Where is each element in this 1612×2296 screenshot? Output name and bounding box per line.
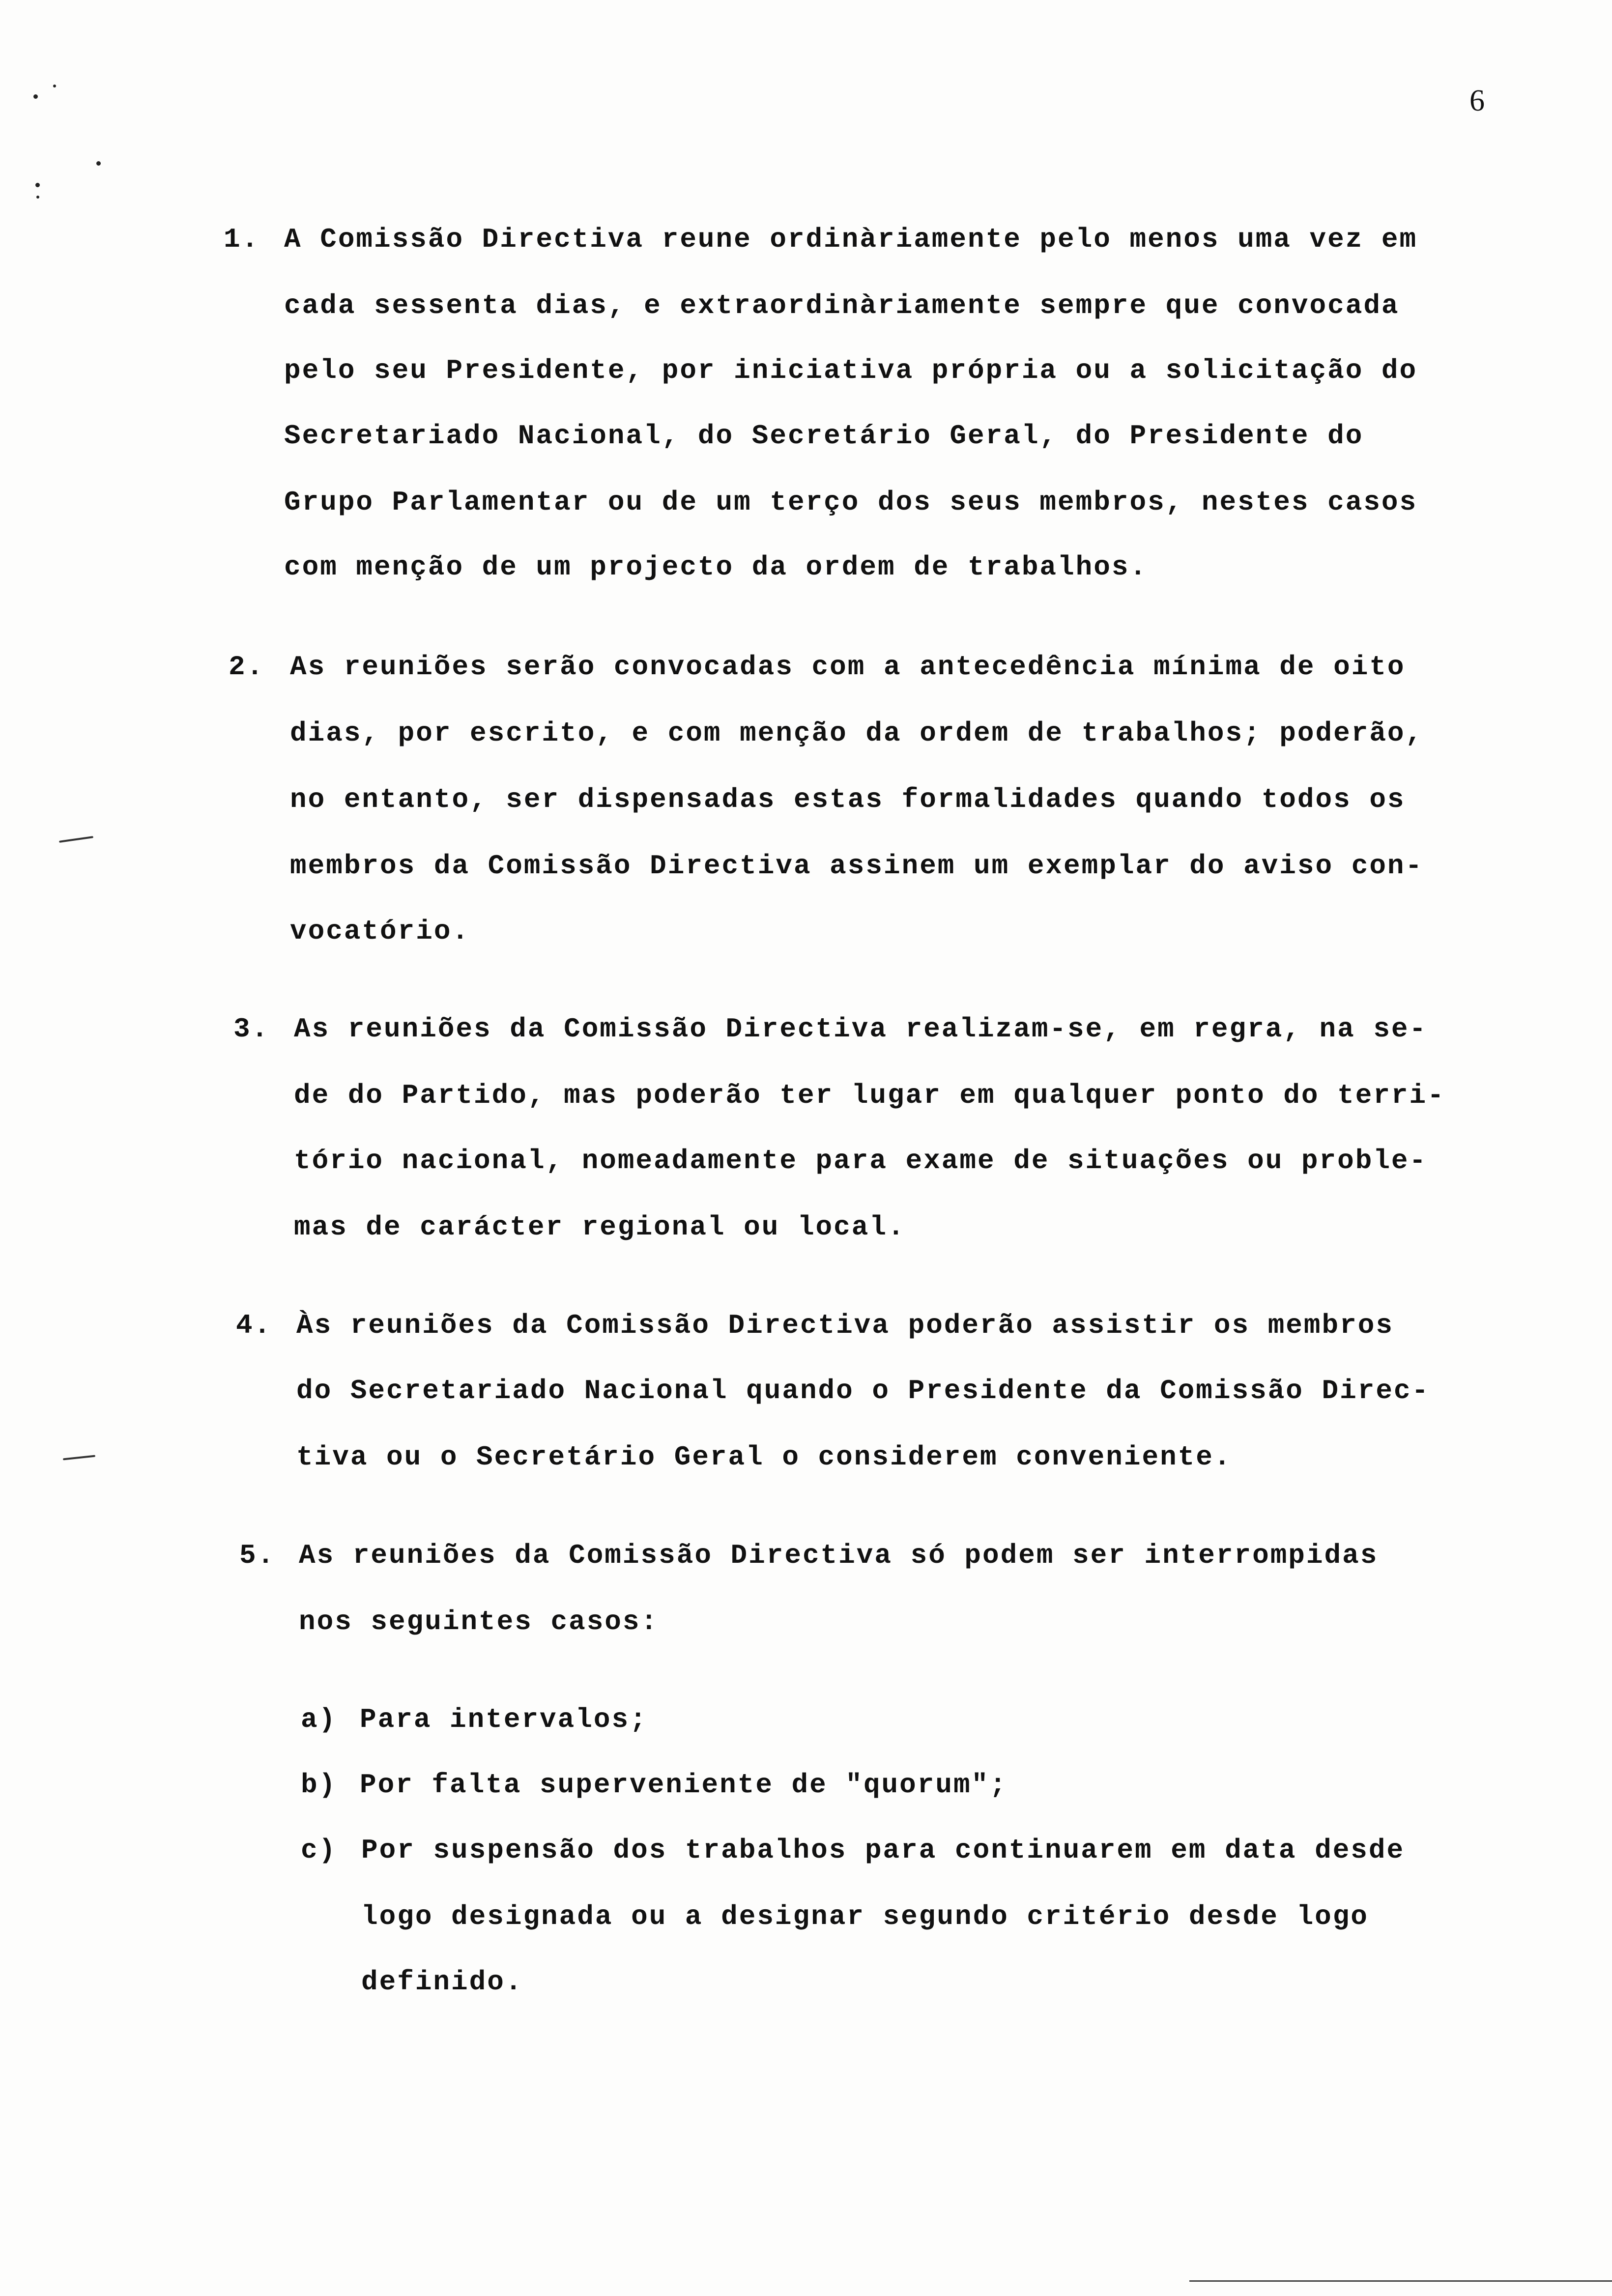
item-line: do Secretariado Nacional quando o Presidente da Comissão Direc- xyxy=(296,1375,1430,1406)
item-line: Às reuniões da Comissão Directiva poderão assistir os membros xyxy=(296,1310,1394,1341)
item-line: As reuniões da Comissão Directiva realizam-se, em regra, na se- xyxy=(294,1013,1428,1045)
scan-speck xyxy=(53,85,56,87)
subitem-line: definido. xyxy=(361,1966,523,1998)
scan-speck xyxy=(33,94,38,99)
item-line: As reuniões serão convocadas com a antecedência mínima de oito xyxy=(290,651,1406,683)
item-line: cada sessenta dias, e extraordinàriamente sempre que convocada xyxy=(284,290,1400,321)
subitem-letter: c) xyxy=(301,1835,337,1866)
item-line: no entanto, ser dispensadas estas formalidades quando todos os xyxy=(290,784,1406,815)
item-number: 5. xyxy=(239,1540,276,1571)
hole-punch-mark xyxy=(63,1455,95,1461)
scan-speck xyxy=(35,183,40,187)
item-line: A Comissão Directiva reune ordinàriamente pelo menos uma vez em xyxy=(284,224,1418,255)
item-line: mas de carácter regional ou local. xyxy=(294,1211,906,1243)
subitem-line: Por suspensão dos trabalhos para continuarem em data desde xyxy=(361,1835,1405,1866)
subitem-letter: b) xyxy=(301,1769,337,1801)
item-line: tório nacional, nomeadamente para exame de situações ou proble- xyxy=(294,1145,1428,1177)
page-number: 6 xyxy=(1469,84,1485,117)
page-edge-line xyxy=(1189,2280,1612,2282)
item-line: pelo seu Presidente, por iniciativa própria ou a solicitação do xyxy=(284,355,1418,386)
item-line: Secretariado Nacional, do Secretário Geral, do Presidente do xyxy=(284,420,1364,452)
subitem-line: Para intervalos; xyxy=(360,1704,648,1735)
item-line: Grupo Parlamentar ou de um terço dos seus membros, nestes casos xyxy=(284,487,1418,518)
subitem-line: Por falta superveniente de "quorum"; xyxy=(360,1769,1008,1801)
item-number: 2. xyxy=(229,651,265,683)
scan-speck xyxy=(96,161,101,166)
item-line: de do Partido, mas poderão ter lugar em qualquer ponto do terri- xyxy=(294,1080,1445,1111)
item-line: As reuniões da Comissão Directiva só podem ser interrompidas xyxy=(299,1540,1379,1571)
item-line: tiva ou o Secretário Geral o considerem conveniente. xyxy=(296,1441,1232,1473)
item-line: membros da Comissão Directiva assinem um exemplar do aviso con- xyxy=(290,850,1424,882)
subitem-line: logo designada ou a designar segundo critério desde logo xyxy=(361,1901,1369,1932)
item-line: com menção de um projecto da ordem de trabalhos. xyxy=(284,551,1148,583)
item-line: dias, por escrito, e com menção da ordem de trabalhos; poderão, xyxy=(290,718,1424,749)
item-number: 4. xyxy=(236,1310,272,1341)
item-number: 3. xyxy=(233,1013,270,1045)
subitem-letter: a) xyxy=(301,1704,337,1735)
scan-speck xyxy=(36,196,39,199)
item-number: 1. xyxy=(224,224,260,255)
item-line: vocatório. xyxy=(290,916,470,947)
hole-punch-mark xyxy=(59,836,93,843)
item-line: nos seguintes casos: xyxy=(299,1606,659,1637)
